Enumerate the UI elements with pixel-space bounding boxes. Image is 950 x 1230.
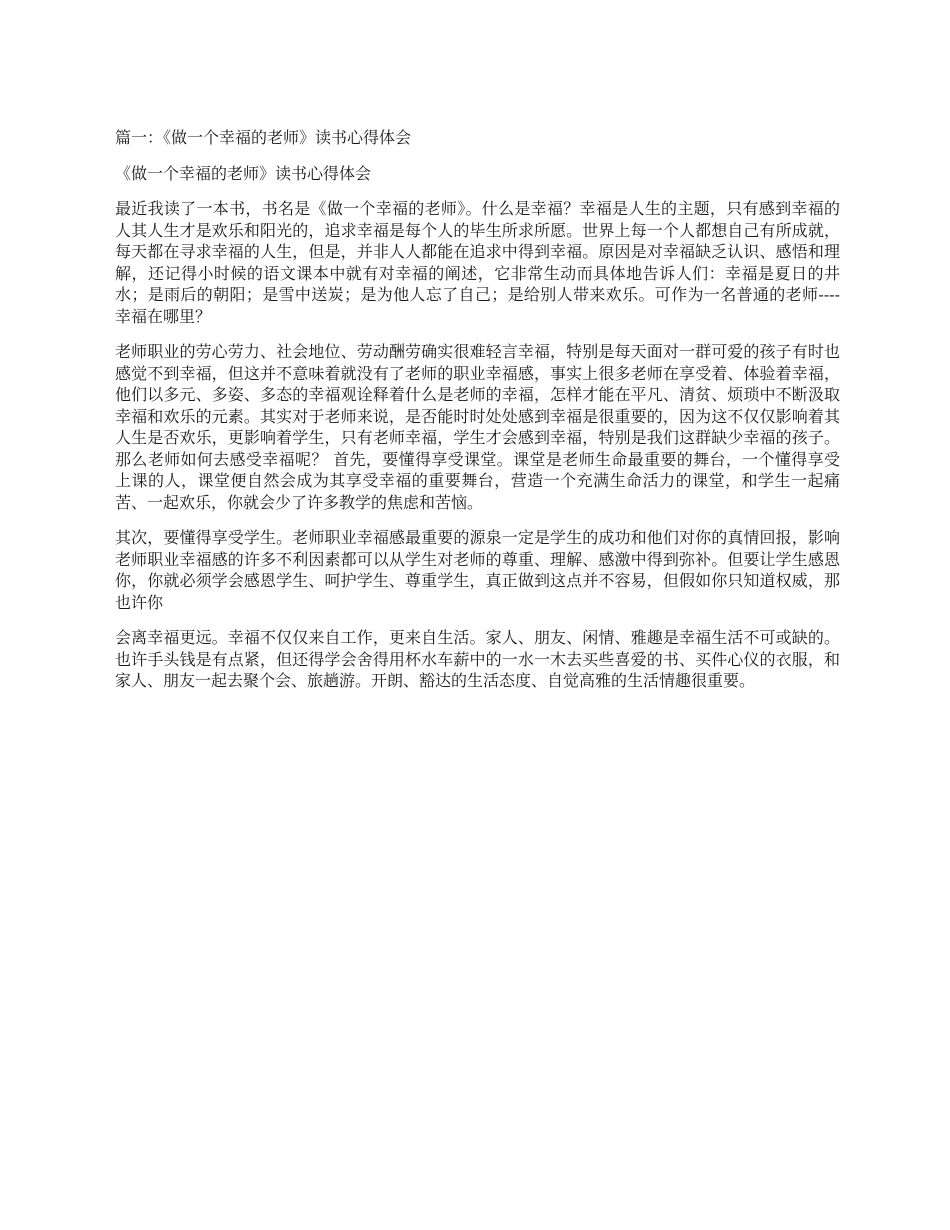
paragraph-4: 会离幸福更远。幸福不仅仅来自工作，更来自生活。家人、朋友、闲情、雅趣是幸福生活不可或缺的。也许手头钱是有点紧，但还得学会舍得用杯水车薪中的一水一木去买些喜爱的书、买件心仪的衣服，和家人、朋友一起去聚个会、旅趟游。开朗、豁达的生活态度、自觉高雅的生活情趣很重要。: [115, 628, 840, 690]
document-subtitle: 《做一个幸福的老师》读书心得体会: [115, 163, 372, 183]
paragraph-2: 老师职业的劳心劳力、社会地位、劳动酬劳确实很难轻言幸福，特别是每天面对一群可爱的孩子有时也感觉不到幸福，但这并不意味着就没有了老师的职业幸福感，事实上很多老师在享受着、体验着幸福，他们以多元、多姿、多态的幸福观诠释着什么是老师的幸福，怎样才能在平凡、清贫、烦琐中不断汲取幸福和欢乐的元素。其实对于老师来说，是否能时时处处感到幸福是很重要的，因为这不仅仅影响着其人生是否欢乐，更影响着学生，只有老师幸福，学生才会感到幸福，特别是我们这群缺少幸福的孩子。那么老师如何去感受幸福呢？ 首先，要懂得享受课堂。课堂是老师生命最重要的舞台，一个懂得享受上课的人，课堂便自然会成为其享受幸福的重要舞台，营造一个充满生命活力的课堂，和学生一起痛苦、一起欢乐，你就会少了许多教学的焦虑和苦恼。: [115, 342, 840, 512]
document-title: 篇一：《做一个幸福的老师》读书心得体会: [115, 128, 412, 147]
paragraph-1: 最近我读了一本书，书名是《做一个幸福的老师》。什么是幸福？幸福是人生的主题，只有感到幸福的人其人生才是欢乐和阳光的，追求幸福是每个人的毕生所求所愿。世界上每一个人都想自己有所成就，每天都在寻求幸福的人生，但是，并非人人都能在追求中得到幸福。原因是对幸福缺乏认识、感悟和理解，还记得小时候的语文课本中就有对幸福的阐述，它非常生动而具体地告诉人们：幸福是夏日的井水；是雨后的朝阳；是雪中送炭；是为他人忘了自己；是给别人带来欢乐。可作为一名普通的老师----幸福在哪里？: [115, 199, 840, 326]
paragraph-3: 其次，要懂得享受学生。老师职业幸福感最重要的源泉一定是学生的成功和他们对你的真情回报，影响老师职业幸福感的许多不利因素都可以从学生对老师的尊重、理解、感激中得到弥补。但要让学生感恩你，你就必须学会感恩学生、呵护学生、尊重学生，真正做到这点并不容易，但假如你只知道权威，那也许你: [115, 528, 840, 612]
document-page: [115, 127, 840, 706]
